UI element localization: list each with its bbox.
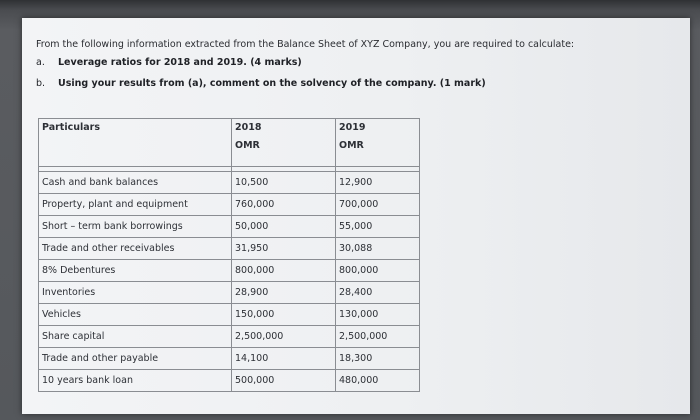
row-value-2018: 31,950 — [232, 238, 336, 260]
header-particulars: Particulars — [39, 119, 232, 167]
task-b-text: Using your results from (a), comment on the solvency of the company. (1 mark) — [58, 78, 486, 89]
row-label: Property, plant and equipment — [39, 194, 232, 216]
row-label: 8% Debentures — [39, 260, 232, 282]
row-value-2018: 50,000 — [232, 216, 336, 238]
row-value-2019: 480,000 — [336, 370, 420, 392]
row-value-2019: 18,300 — [336, 348, 420, 370]
row-value-2018: 150,000 — [232, 304, 336, 326]
table-row — [39, 194, 420, 216]
row-value-2018: 500,000 — [232, 370, 336, 392]
row-value-2018: 10,500 — [232, 172, 336, 194]
table-row — [39, 326, 420, 348]
row-value-2018: 760,000 — [232, 194, 336, 216]
row-label: 10 years bank loan — [39, 370, 232, 392]
row-value-2019: 130,000 — [336, 304, 420, 326]
row-value-2018: 14,100 — [232, 348, 336, 370]
table-row — [39, 260, 420, 282]
row-value-2019: 800,000 — [336, 260, 420, 282]
table-row — [39, 370, 420, 392]
task-a-text: Leverage ratios for 2018 and 2019. (4 marks) — [58, 57, 302, 68]
row-value-2019: 12,900 — [336, 172, 420, 194]
table-row — [39, 216, 420, 238]
row-value-2019: 55,000 — [336, 216, 420, 238]
row-label: Trade and other payable — [39, 348, 232, 370]
document-page — [22, 18, 690, 414]
row-label: Short – term bank borrowings — [39, 216, 232, 238]
instructions-text: From the following information extracted from the Balance Sheet of XYZ Company, you are required to calculate: — [36, 39, 575, 50]
balance-sheet-table — [38, 118, 420, 392]
row-label: Vehicles — [39, 304, 232, 326]
task-a — [36, 57, 302, 68]
header-year-2018: 2018 — [235, 122, 262, 133]
row-value-2018: 28,900 — [232, 282, 336, 304]
task-a-letter: a. — [36, 57, 45, 68]
header-2019 — [336, 119, 420, 167]
row-label: Trade and other receivables — [39, 238, 232, 260]
row-value-2018: 800,000 — [232, 260, 336, 282]
table-row — [39, 282, 420, 304]
table-header-row — [39, 119, 420, 167]
table-row — [39, 172, 420, 194]
table-row — [39, 304, 420, 326]
task-b — [36, 78, 486, 89]
row-label: Cash and bank balances — [39, 172, 232, 194]
header-currency-2019: OMR — [339, 140, 364, 151]
table-row — [39, 348, 420, 370]
row-value-2019: 2,500,000 — [336, 326, 420, 348]
row-label: Inventories — [39, 282, 232, 304]
row-value-2018: 2,500,000 — [232, 326, 336, 348]
row-value-2019: 28,400 — [336, 282, 420, 304]
row-value-2019: 30,088 — [336, 238, 420, 260]
header-currency-2018: OMR — [235, 140, 260, 151]
header-2018 — [232, 119, 336, 167]
row-value-2019: 700,000 — [336, 194, 420, 216]
table-row — [39, 238, 420, 260]
header-year-2019: 2019 — [339, 122, 366, 133]
task-b-letter: b. — [36, 78, 46, 89]
row-label: Share capital — [39, 326, 232, 348]
